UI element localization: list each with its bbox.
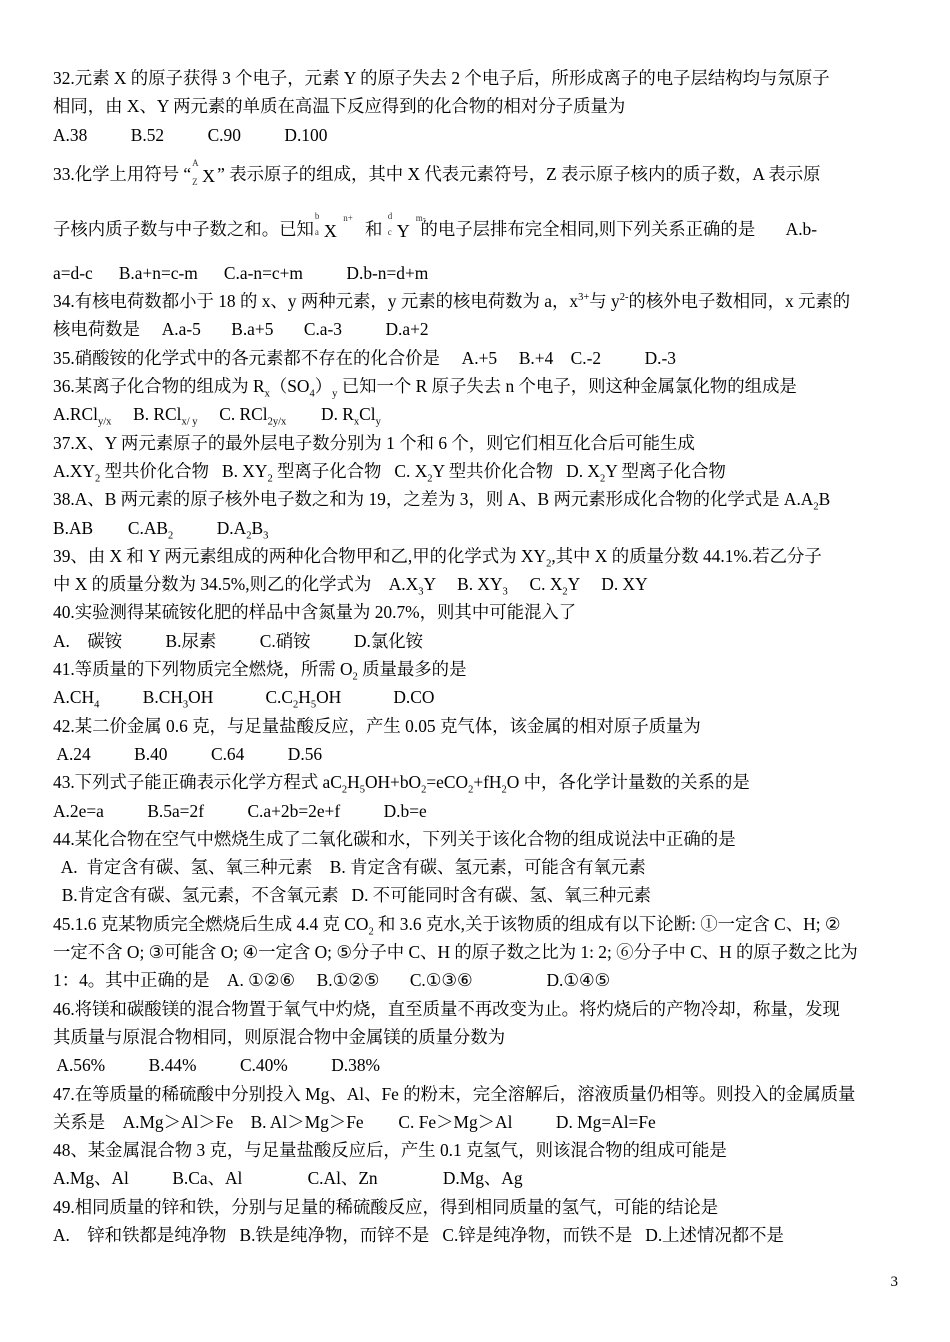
q38-options: B.AB $C.AB_2$ $D.A_2B_3$ — [53, 517, 269, 542]
q42-options: A.24 B.40 C.64 D.56 — [53, 743, 323, 764]
q36-line1: 36.某离子化合物的组成为 $R_x(SO_4)_y$ 已知一个 R 原子失去 n 个电子，则这种金属氯化物的组成是 — [53, 376, 797, 400]
q49-line1: 49.相同质量的锌和铁，分别与足量的稀硫酸反应，得到相同质量的氢气，可能的结论是 — [53, 1196, 719, 1217]
q47-line1: 47.在等质量的稀硫酸中分别投入 Mg、Al、Fe 的粉末，完全溶解后，溶液质量仍相等。则投入的金属质量 — [53, 1083, 856, 1104]
q49-options: A. 锌和铁都是纯净物 B.铁是纯净物，而锌不是 C.锌是纯净物，而铁不是 D.上述情况都不是 — [53, 1224, 784, 1245]
q41-line1: 41.等质量的下列物质完全燃烧，所需 $O_2$ 质量最多的是 — [53, 659, 467, 683]
q44-options-1: A. 肯定含有碳、氢、氧三种元素 B. 肯定含有碳、氢元素，可能含有氧元素 — [53, 857, 646, 878]
q37-options: $A.XY_2$ 型共价化合物 B. $XY_2$ 型离子化合物 C. $X_2Y$ 型共价化合物 D. $X_2Y$ 型离子化合物 — [53, 460, 726, 485]
isotope-symbol-Y-ion: d c Y m- — [387, 210, 426, 241]
q37-line1: 37.X、Y 两元素原子的最外层电子数分别为 1 个和 6 个，则它们相互化合后可能生成 — [53, 432, 695, 453]
q40-line1: 40.实验测得某硫铵化肥的样品中含氮量为 20.7%，则其中可能混入了 — [53, 602, 577, 623]
q44-line1: 44.某化合物在空气中燃烧生成了二氧化碳和水，下列关于该化合物的组成说法中正确的是 — [53, 828, 736, 849]
q32-line2: 相同，由 X、Y 两元素的单质在高温下反应得到的化合物的相对分子质量为 — [53, 96, 626, 117]
q35-line: 35.硝酸铵的化学式中的各元素都不存在的化合价是 A.+5 B.+4 C.-2 D.-3 — [53, 347, 676, 368]
q32-line1: 32.元素 X 的原子获得 3 个电子，元素 Y 的原子失去 2 个电子后，所形成离子的电子层结构均与氖原子 — [53, 68, 830, 88]
q46-line1: 46.将镁和碳酸镁的混合物置于氧气中灼烧，直至质量不再改变为止。将灼烧后的产物冷却，称量，发现 — [53, 998, 840, 1019]
q45-line1: 45.1.6 克某物质完全燃烧后生成 4.4 克 $CO_2$ 和 3.6 克水,关于该物质的组成有以下论断: ①一定含 C、H; ② — [53, 913, 841, 938]
q38-line1: 38.A、B 两元素的原子核外电子数之和为 19，之差为 3，则 A、B 两元素形成化合物的化学式是 $A.A_2B$ — [53, 489, 831, 513]
isotope-symbol-X-ion: b a X n+ — [314, 210, 353, 241]
q45-options: 1：4。其中正确的是 A. ①②⑥ B.①②⑤ C.①③⑥ D.①④⑤ — [53, 970, 611, 991]
q40-options: A. 碳铵 B.尿素 C.硝铵 D.氯化铵 — [53, 630, 424, 651]
q33-line2: 子核内质子数与中子数之和。已知 b a X n+ 和 d c Y m- 的电子层排布完全相同,则下列关系正确的是 A.b- — [53, 210, 818, 241]
q39-options: 中 X 的质量分数为 34.5%,则乙的化学式为 $A.X_3Y$ B. $XY_3$ C. $X_2Y$ D. XY — [53, 574, 648, 598]
q43-line1: 43.下列式子能正确表示化学方程式 $aC_2H_5OH+bO_2=eCO_2+fH_2O$ 中，各化学计量数的关系的是 — [53, 772, 750, 796]
q44-options-2: B.肯定含有碳、氢元素，不含氧元素 D. 不可能同时含有碳、氢、氧三种元素 — [53, 885, 652, 906]
q42-line1: 42.某二价金属 0.6 克，与足量盐酸反应，产生 0.05 克气体，该金属的相对原子质量为 — [53, 715, 701, 736]
q34-options: 核电荷数是 A.a-5 B.a+5 C.a-3 D.a+2 — [53, 319, 429, 340]
q33-options: a=d-c B.a+n=c-m C.a-n=c+m D.b-n=d+m — [53, 262, 429, 283]
q46-line2: 其质量与原混合物相同，则原混合物中金属镁的质量分数为 — [53, 1026, 506, 1047]
q39-line1: 39、由 X 和 Y 两元素组成的两种化合物甲和乙,甲的化学式为 $XY_2$,其中 X 的质量分数 44.1%.若乙分子 — [53, 545, 822, 570]
q48-line1: 48、某金属混合物 3 克，与足量盐酸反应后，产生 0.1 克氢气，则该混合物的组成可能是 — [53, 1140, 727, 1161]
q47-line2: 关系是 A.Mg＞Al＞Fe B. Al＞Mg＞Fe C. Fe＞Mg＞Al D. Mg=Al=Fe — [53, 1111, 656, 1132]
q33-line1: 33.化学上用符号 “ A Z X ” 表示原子的组成，其中 X 代表元素符号，Z 表示原子核内的质子数，A 表示原 — [53, 157, 821, 187]
q43-options: A.2e=a B.5a=2f C.a+2b=2e+f D.b=e — [53, 800, 427, 821]
q36-options: A.RCl$_{y/x}$ B. RCl$_{x/ y}$ C. RCl$_{2y/x}$ D. $R_xCl_y$ — [53, 404, 381, 428]
q45-line2: 一定不含 O; ③可能含 O; ④一定含 O; ⑤分子中 C、H 的原子数之比为 1: 2; ⑥分子中 C、H 的原子数之比为 — [53, 942, 858, 963]
q41-options: $A.CH_4$ $B.CH_3OH$ $C.C_2H_5OH$ D.CO — [53, 687, 435, 711]
q34-line1: 34.有核电荷数都小于 18 的 x、y 两种元素，y 元素的核电荷数为 a，$x^{3+}$与 $y^{2-}$的核外电子数相同，x 元素的 — [53, 291, 851, 312]
isotope-symbol-AZX: A Z X — [192, 157, 216, 187]
page-number: 3 — [890, 1274, 898, 1290]
q46-options: A.56% B.44% C.40% D.38% — [53, 1055, 381, 1076]
question-list — [53, 64, 899, 1249]
q48-options: A.Mg、Al B.Ca、Al C.Al、Zn D.Mg、Ag — [53, 1168, 523, 1189]
q32-options: A.38 B.52 C.90 D.100 — [53, 124, 328, 145]
